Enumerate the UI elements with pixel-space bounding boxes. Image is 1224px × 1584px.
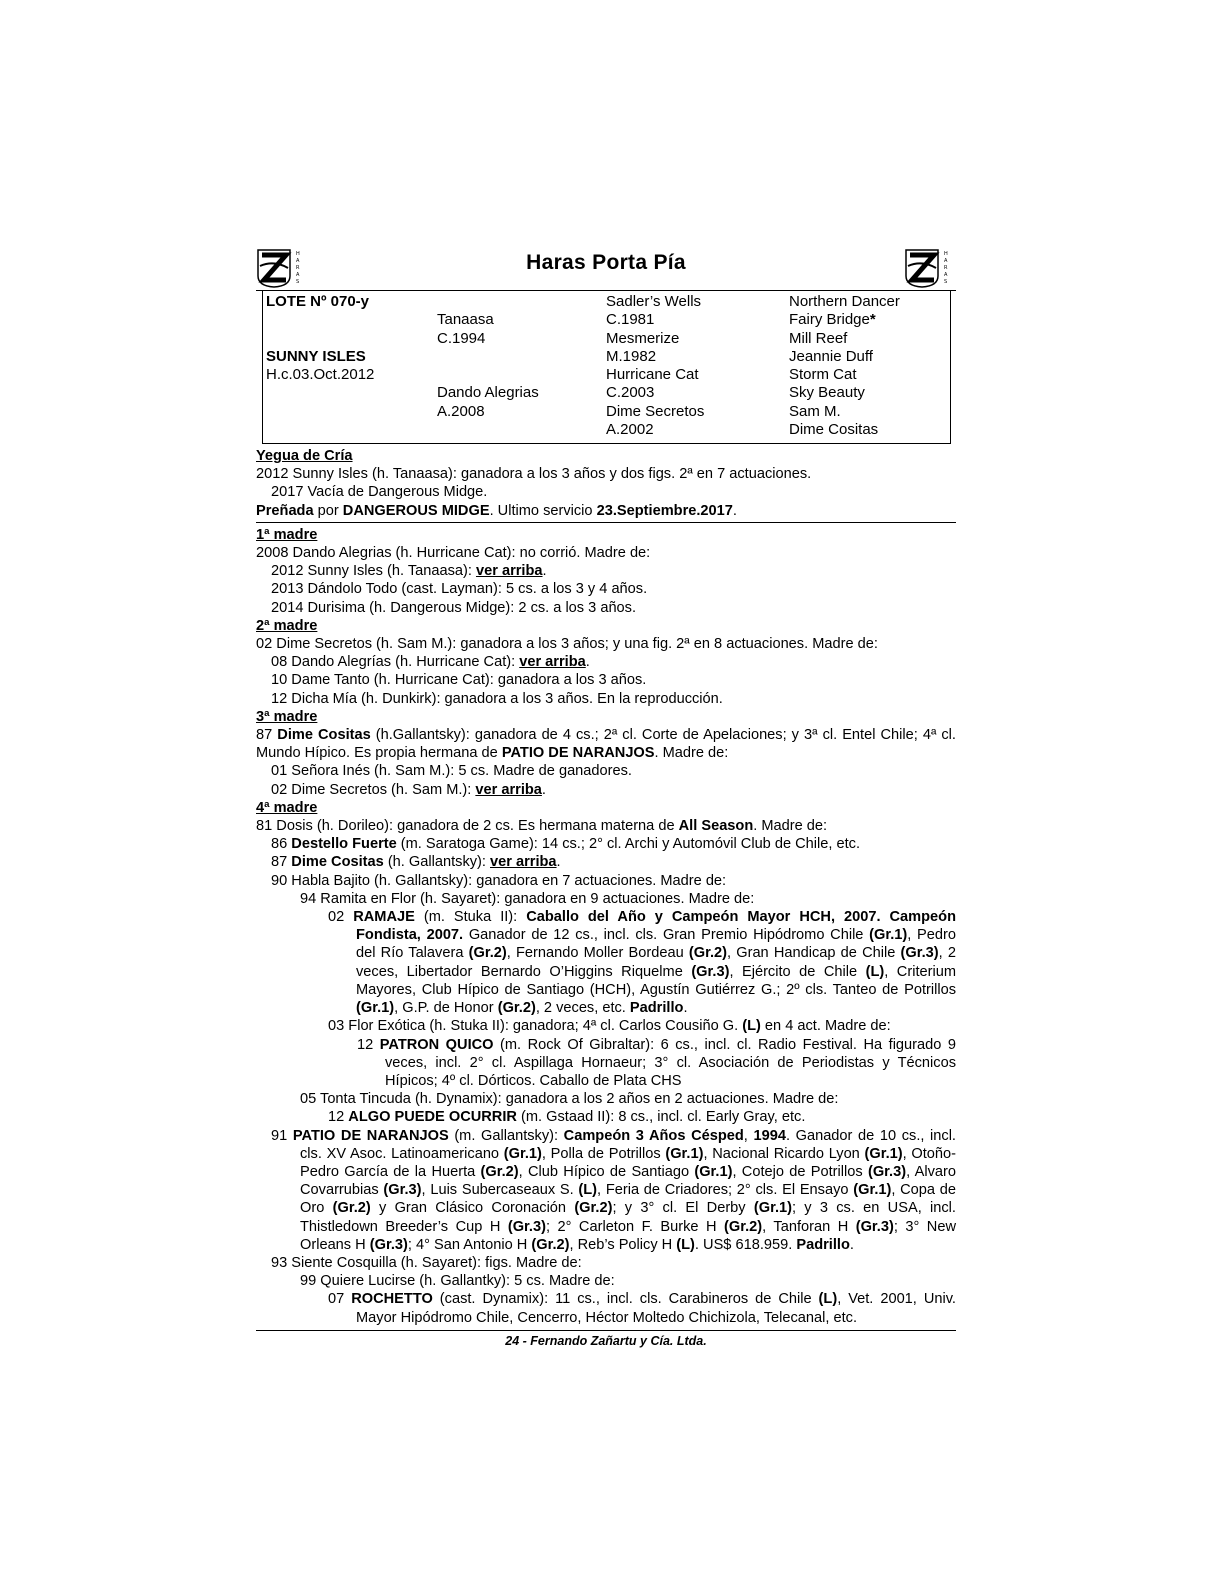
grandparent-entry: M.1982 <box>606 347 657 365</box>
section-madre-3 <box>256 708 956 799</box>
text-line: 01 Señora Inés (h. Sam M.): 5 cs. Madre de ganadores. <box>271 763 632 780</box>
section-title: Yegua de Cría <box>256 448 353 464</box>
dam-description: A.2008 <box>437 402 485 420</box>
text-line: 10 Dame Tanto (h. Hurricane Cat): ganadora a los 3 años. <box>271 672 647 689</box>
text-line: Preñada por DANGEROUS MIDGE. Ultimo servicio 23.Septiembre.2017. <box>256 502 737 519</box>
section-title: 3ª madre <box>256 708 318 725</box>
svg-text:H: H <box>944 251 948 257</box>
section-madre-2 <box>256 617 956 708</box>
text-line: 90 Habla Bajito (h. Gallantsky): ganadora en 7 actuaciones. Madre de: <box>271 872 727 889</box>
sire-description: C.1994 <box>437 329 486 347</box>
svg-text:S: S <box>944 279 948 285</box>
haras-logo-right <box>904 246 956 288</box>
great-grandparent-entry: Northern Dancer <box>789 293 900 310</box>
entry-flor-exotica: 03 Flor Exótica (h. Stuka II): ganadora; 4ª cl. Carlos Cousiño G. (L) en 4 act. Madre de: <box>328 1018 891 1035</box>
pedigree-col-parents <box>437 293 607 421</box>
section-madre-4 <box>256 799 956 1327</box>
sire-name: Tanaasa <box>437 311 494 329</box>
ver-arriba-link: ver arriba <box>490 854 557 871</box>
section-title: 2ª madre <box>256 617 318 634</box>
entry-ramaje: 02 RAMAJE (m. Stuka II): Caballo del Año y Campeón Mayor HCH, 2007. Campeón Fondista, 2007. Ganador de 12 cs., incl. cls. Gran Premio Hipódromo Chile (Gr.1), Pedro del Río Talavera (Gr.2), Fernando Moller Bordeau (Gr.2), Gran Handicap de Chile (Gr.3), 2 veces, Libertador Bernardo O’Higgins Riquelme (Gr.3), Ejército de Chile (L), Criterium Mayores, Club Hípico de Santiago (HCH), Agustín Gutiérrez G.; 2º cls. Tanteo de Potrillos (Gr.1), G.P. de Honor (Gr.2), 2 veces, etc. Padrillo. <box>328 909 957 1017</box>
great-grandparent-entry: Storm Cat <box>789 366 857 384</box>
horse-name: SUNNY ISLES <box>266 347 366 365</box>
text-line: 02 Dime Secretos (h. Sam M.): ganadora a los 3 años; y una fig. 2ª en 8 actuaciones. Madre de: <box>256 636 878 653</box>
grandparent-entry: C.1981 <box>606 311 655 329</box>
dam-name: Dando Alegrias <box>437 384 539 402</box>
section-divider <box>256 522 956 523</box>
svg-text:R: R <box>944 265 948 271</box>
svg-text:S: S <box>296 279 300 285</box>
pedigree-col-grandparents <box>606 293 789 439</box>
svg-text:R: R <box>296 265 300 271</box>
lote-number: LOTE Nº 070-y <box>266 293 370 310</box>
text-line: 2014 Durisima (h. Dangerous Midge): 2 cs. a los 3 años. <box>271 599 637 616</box>
great-grandparent-entry: Dime Cositas <box>789 421 879 439</box>
pedigree-table <box>262 291 951 444</box>
entry-patio-de-naranjos: 91 PATIO DE NARANJOS (m. Gallantsky): Campeón 3 Años Césped, 1994. Ganador de 10 cs., incl. cls. XV Asoc. Latinoamericano (Gr.1), Polla de Potrillos (Gr.1), Nacional Ricardo Lyon (Gr.1), Otoño-Pedro García de la Huerta (Gr.2), Club Hípico de Santiago (Gr.1), Cotejo de Potrillos (Gr.3), Alvaro Covarrubias (Gr.3), Luis Subercaseaux S. (L), Feria de Criadores; 2° cls. El Ensayo (Gr.1), Copa de Oro (Gr.2) y Gran Clásico Coronación (Gr.2); y 3° cl. El Derby (Gr.1); y 3 cs. en USA, incl. Thistledown Breeder’s Cup H (Gr.3); 2° Carleton F. Burke H (Gr.2), Tanforan H (Gr.3); 3° New Orleans H (Gr.3); 4° San Antonio H (Gr.2), Reb’s Policy H (L). US$ 618.959. Padrillo. <box>271 1127 957 1253</box>
entry-rochetto: 07 ROCHETTO (cast. Dynamix): 11 cs., incl. cls. Carabineros de Chile (L), Vet. 2001, Univ. Mayor Hipódromo Chile, Cencerro, Héctor Moltedo Chichizola, Telecanal, etc. <box>328 1291 956 1326</box>
great-grandparent-entry: Sam M. <box>789 402 841 420</box>
grandparent-entry: C.2003 <box>606 384 655 402</box>
catalog-page <box>256 244 956 1350</box>
great-grandparent-entry: Sky Beauty <box>789 384 865 402</box>
svg-text:A: A <box>944 272 948 278</box>
page-footer: 24 - Fernando Zañartu y Cía. Ltda. <box>256 1330 956 1350</box>
asterisk-mark: * <box>869 311 876 329</box>
text-line: 86 Destello Fuerte (m. Saratoga Game): 14 cs.; 2° cl. Archi y Automóvil Club de Chile, etc. <box>271 836 861 853</box>
entry-algo-puede-ocurrir: 12 ALGO PUEDE OCURRIR (m. Gstaad II): 8 cs., incl. cl. Early Gray, etc. <box>328 1109 806 1126</box>
text-line: 12 Dicha Mía (h. Dunkirk): ganadora a los 3 años. En la reproducción. <box>271 690 723 707</box>
grandparent-entry: Mesmerize <box>606 329 680 347</box>
ver-arriba-link: ver arriba <box>519 654 586 671</box>
text-line: 87 Dime Cositas (h. Gallantsky): ver arriba. <box>271 854 561 871</box>
ver-arriba-link: ver arriba <box>475 781 542 798</box>
section-madre-1 <box>256 526 956 617</box>
grandparent-entry: Hurricane Cat <box>606 366 699 384</box>
section-title: 1ª madre <box>256 526 318 543</box>
ver-arriba-link: ver arriba <box>475 563 543 580</box>
text-line: 94 Ramita en Flor (h. Sayaret): ganadora en 9 actuaciones. Madre de: <box>300 890 755 907</box>
great-grandparent-entry: Mill Reef <box>789 329 848 347</box>
text-line: 02 Dime Secretos (h. Sam M.): ver arriba. <box>271 781 546 798</box>
text-line: 2012 Sunny Isles (h. Tanaasa): ganadora a los 3 años y dos figs. 2ª en 7 actuaciones. <box>256 466 812 483</box>
svg-text:A: A <box>296 272 300 278</box>
great-grandparent-entry: Fairy Bridge <box>789 311 870 329</box>
great-grandparent-entry: Jeannie Duff <box>789 347 873 365</box>
section-yegua <box>256 447 956 520</box>
text-line: 08 Dando Alegrías (h. Hurricane Cat): ver arriba. <box>271 654 590 671</box>
svg-text:H: H <box>296 251 300 257</box>
text-line: 99 Quiere Lucirse (h. Gallantky): 5 cs. Madre de: <box>300 1273 615 1290</box>
horse-description: H.c.03.Oct.2012 <box>266 366 375 384</box>
text-line: 81 Dosis (h. Dorileo): ganadora de 2 cs. Es hermana materna de All Season. Madre de: <box>256 818 828 835</box>
text-line: 93 Siente Cosquilla (h. Sayaret): figs. Madre de: <box>271 1254 582 1271</box>
text-paragraph: 87 Dime Cositas (h.Gallantsky): ganadora de 4 cs.; 2ª cl. Corte de Apelaciones; y 3ª cl. Entel Chile; 4ª cl. Mundo Hípico. Es propia hermana de PATIO DE NARANJOS. Madre de: <box>256 727 956 762</box>
text-line: 2012 Sunny Isles (h. Tanaasa): ver arriba. <box>271 563 547 580</box>
text-line: 2013 Dándolo Todo (cast. Layman): 5 cs. a los 3 y 4 años. <box>271 581 648 598</box>
grandparent-entry: A.2002 <box>606 421 654 439</box>
text-line: 2017 Vacía de Dangerous Midge. <box>271 484 488 501</box>
pedigree-col-great-grandparents <box>789 293 959 439</box>
entry-patron-quico: 12 PATRON QUICO (m. Rock Of Gibraltar): 6 cs., incl. cl. Radio Festival. Ha figurado 9 veces, incl. 2° cl. Aspillaga Hornaeur; 3° cl. Asociación de Periodistas y Técnicos Hípicos; 4º cl. Dórticos. Caballo de Plata CHS <box>357 1036 956 1089</box>
page-header <box>256 244 956 291</box>
grandparent-entry: Dime Secretos <box>606 402 705 420</box>
farm-title: Haras Porta Pía <box>526 251 686 274</box>
pedigree-col-horse <box>266 293 436 384</box>
text-line: 05 Tonta Tincuda (h. Dynamix): ganadora a los 2 años en 2 actuaciones. Madre de: <box>300 1091 839 1108</box>
svg-text:A: A <box>944 258 948 264</box>
text-line: 2008 Dando Alegrias (h. Hurricane Cat): no corrió. Madre de: <box>256 545 651 562</box>
grandparent-entry: Sadler’s Wells <box>606 293 702 310</box>
svg-text:A: A <box>296 258 300 264</box>
section-title: 4ª madre <box>256 799 318 816</box>
